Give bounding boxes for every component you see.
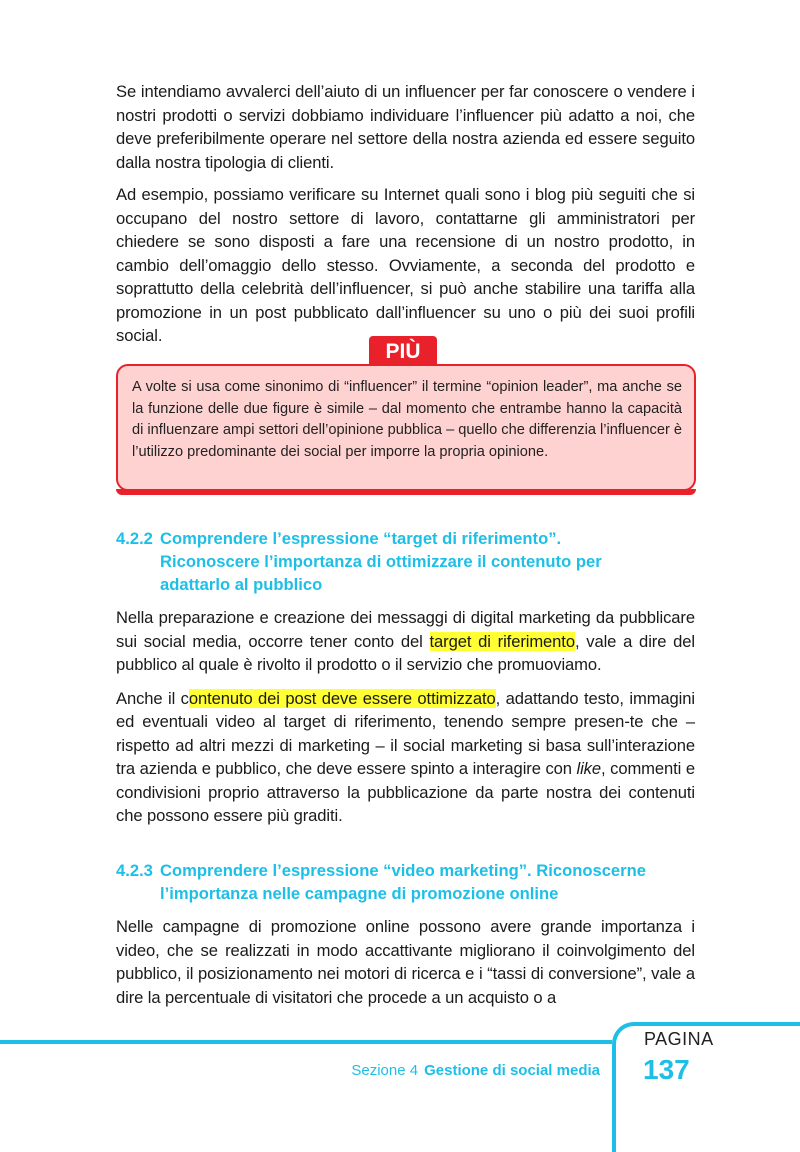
text-run: Anche il c bbox=[116, 688, 189, 708]
heading-line-2: l’importanza nelle campagne di promozione online bbox=[160, 884, 559, 903]
footer-section-title: Gestione di social media bbox=[424, 1062, 600, 1079]
heading-line-1: Comprendere l’espressione “target di riferimento”. bbox=[160, 529, 562, 548]
piu-callout-text: A volte si usa come sinonimo di “influencer” il termine “opinion leader”, ma anche se la funzione delle due figure è simile – dal momento che entrambe hanno la capacità di influenzare ampi settori dell’opinione pubblica – quello che differenzia l’influencer è l’utilizzo predominante dei social per imporre la propria opinione. bbox=[132, 379, 682, 460]
highlight-content: ontenuto dei post deve essere ottimizzato bbox=[188, 688, 496, 708]
piu-label: PIÙ bbox=[369, 336, 437, 366]
section-4-2-3-heading bbox=[116, 859, 695, 905]
intro-section bbox=[116, 80, 695, 348]
piu-callout-box bbox=[116, 364, 696, 491]
highlight-target: target di riferimento bbox=[429, 631, 575, 651]
text-run: , commenti e condivisioni proprio attraverso la pubblicazione da parte nostra dei contenuti che possono essere più graditi. bbox=[116, 759, 695, 825]
section-4-2-2-paragraph-1 bbox=[116, 606, 695, 677]
italic-like: like bbox=[576, 759, 601, 778]
section-4-2-3-paragraph-1: Nelle campagne di promozione online possono avere grande importanza i video, che se realizzati in modo accattivante migliorano il coinvolgimento del pubblico, il posizionamento nei motori di ricerca e i “tassi di conversione”, vale a dire la percentuale di visitatori che procede a un acquisto o a bbox=[116, 917, 695, 1007]
section-4-2-2 bbox=[116, 527, 695, 828]
section-4-2-2-heading bbox=[116, 527, 695, 596]
page-label: PAGINA bbox=[644, 1029, 714, 1049]
heading-line-1: Comprendere l’espressione “video marketing”. Riconoscerne bbox=[160, 861, 646, 880]
section-4-2-2-paragraph-2 bbox=[116, 687, 695, 828]
text-run: Nella preparazione e creazione dei messaggi di digital marketing da pubblicare sui social media, occorre tener conto del bbox=[116, 608, 695, 651]
text-run: , adattando testo, immagini ed eventuali video al target di riferimento, tenendo sempre presen-te che – rispetto ad altri mezzi di marketing – il social marketing si basa sull’interazione tra azienda e pubblico, che deve essere spinto a interagire con bbox=[116, 688, 695, 778]
footer-section-number: Sezione 4 bbox=[351, 1062, 419, 1079]
section-number: 4.2.3 bbox=[116, 861, 153, 880]
section-4-2-3 bbox=[116, 859, 695, 1009]
intro-paragraph-2: Ad esempio, possiamo verificare su Internet quali sono i blog più seguiti che si occupano del nostro settore di lavoro, contattarne gli amministratori per chiedere se sono disposti a fare una recensione di un nostro prodotto, in cambio dell’omaggio dello stesso. Ovviamente, a seconda del prodotto e soprattutto della celebrità dell’influencer, si può anche stabilire una tariffa alla promozione in un post pubblicato dall’influencer su uno o più dei suoi profili social. bbox=[116, 185, 695, 345]
heading-line-3: adattarlo al pubblico bbox=[160, 575, 323, 594]
page-number: 137 bbox=[643, 1054, 690, 1085]
section-number: 4.2.2 bbox=[116, 529, 153, 548]
text-run: , vale a dire del pubblico al quale è rivolto il prodotto o il servizio che promuoviamo. bbox=[116, 631, 695, 674]
intro-paragraph-1: Se intendiamo avvalerci dell’aiuto di un influencer per far conoscere o vendere i nostri prodotti o servizi dobbiamo individuare l’influencer più adatto a noi, che deve preferibilmente operare nel settore della nostra azienda ed essere seguito dalla nostra tipologia di clienti. bbox=[116, 82, 695, 172]
footer-rule bbox=[0, 1040, 612, 1044]
heading-line-2: Riconoscere l’importanza di ottimizzare il contenuto per bbox=[160, 552, 602, 571]
footer-section bbox=[351, 1062, 600, 1079]
